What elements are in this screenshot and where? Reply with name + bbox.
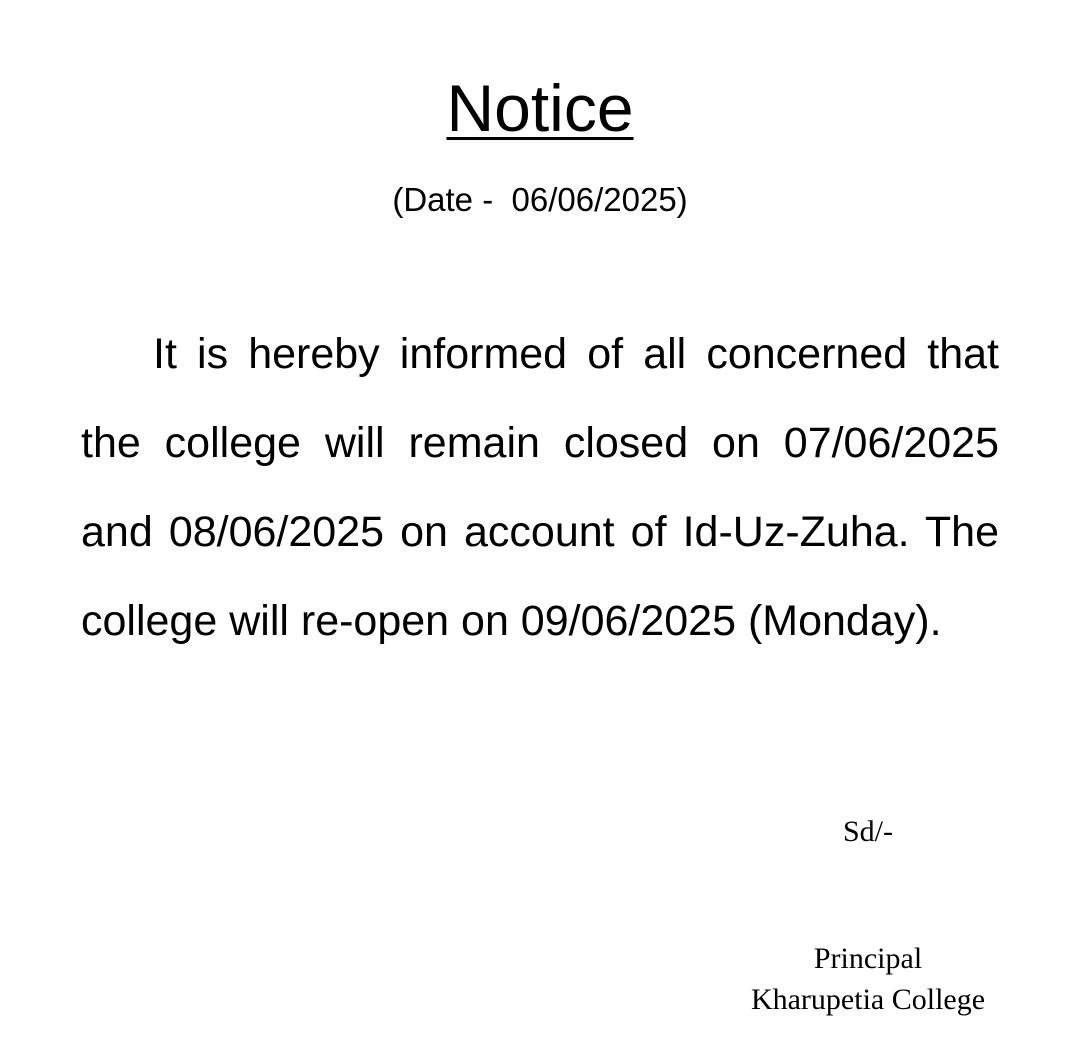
signature-mark: Sd/- bbox=[843, 815, 894, 848]
signatory-title: Principal bbox=[813, 942, 923, 975]
signature-block bbox=[730, 938, 1006, 1020]
notice-body: It is hereby informed of all concerned that the college will remain closed on 07/06/2025 and 08/06/2025 on account of Id-Uz-Zuha. The college will re-open on 09/06/2025 (Monday). bbox=[81, 330, 999, 645]
notice-date: (Date - 06/06/2025) bbox=[392, 181, 688, 218]
institution-name: Kharupetia College bbox=[750, 983, 986, 1016]
notice-title: Notice bbox=[446, 71, 634, 145]
